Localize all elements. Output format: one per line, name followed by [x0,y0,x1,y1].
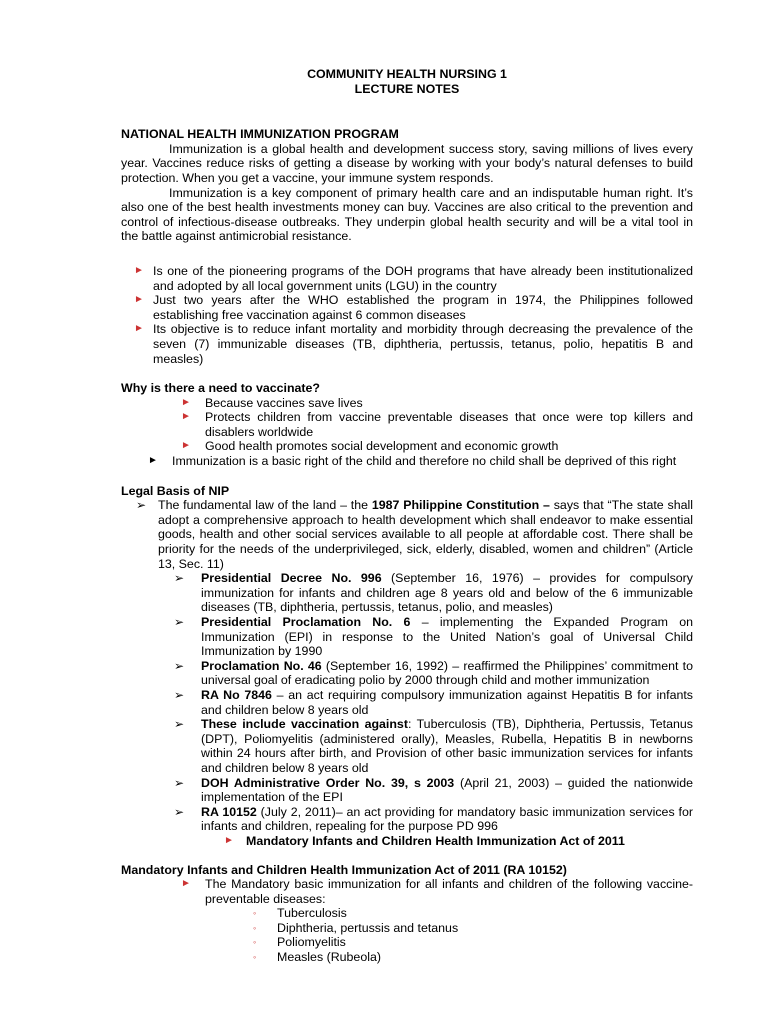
doc-subtitle: LECTURE NOTES [354,81,460,96]
list-item: ► Good health promotes social development and economic growth [181,439,559,454]
list-item: ➢ Proclamation No. 46 (September 16, 1992) – reaffirmed the Philippines’ commitment to universal goal of eradicating polio by 2000 through child and mother immunization [174,658,694,688]
list-item: ➢ Presidential Decree No. 996 (September 16, 1976) – provides for compulsory immunization for infants and children age 8 years old and below of the 6 immunizable diseases (TB, diphtheria, pertussis, tetanus, polio, and measles) [174,571,693,615]
list-item: ◦ Measles (Rubeola) [253,950,381,965]
list-item: ➢ RA 10152 (July 2, 2011)– an act providing for mandatory basic immunization services for infants and children, repealing for the purpose PD 996 [174,804,693,834]
list-item: ► The Mandatory basic immunization for all infants and children of the following vaccine-preventable diseases: [181,877,693,906]
list-item: ➢ DOH Administrative Order No. 39, s 2003 (April 21, 2003) – guided the nationwide implementation of the EPI [174,775,693,805]
list-item: ► Its objective is to reduce infant mortality and morbidity through decreasing the prevalence of the seven (7) immunizable diseases (TB, diphtheria, pertussis, tetanus, polio, hepatitis B and measles) [134,322,693,366]
triangle-bullet-icon: ► [181,411,191,423]
triangle-bullet-icon: ► [181,440,191,452]
list-item: ➢ These include vaccination against: Tuberculosis (TB), Diphtheria, Pertussis, Tetanus (DPT), Poliomyelitis (administered orally), Measles, Rubella, Hepatitis B in newborns within 24 hours after birth, and Provision of other basic immunization services for infants and children below 8 years old [174,717,693,775]
nip-bullet-list [121,264,693,366]
list-item: ◦ Tuberculosis [253,906,347,921]
arrow-bullet-icon: ➢ [174,571,185,586]
list-item: ➢ RA No 7846 – an act requiring compulsory immunization against Hepatitis B for infants and children below 8 years old [174,687,693,717]
triangle-bullet-icon: ► [181,878,191,890]
circle-bullet-icon: ◦ [253,952,257,963]
triangle-bullet-icon: ► [134,294,144,306]
arrow-bullet-icon: ➢ [174,804,185,819]
nip-heading: NATIONAL HEALTH IMMUNIZATION PROGRAM [121,127,399,142]
list-item: ► Because vaccines save lives [181,395,363,410]
arrow-bullet-icon: ➢ [174,775,185,790]
circle-bullet-icon: ◦ [253,937,257,948]
why-bullet-list [121,396,693,469]
legal-heading: Legal Basis of NIP [121,483,230,498]
arrow-bullet-icon: ➢ [136,498,147,513]
arrow-bullet-icon: ➢ [174,615,185,629]
list-item: ➢ The fundamental law of the land – the 1987 Philippine Constitution – says that “The state shall adopt a comprehensive approach to health development which shall endeavor to make essential goods, health and other social services available to all people at affordable cost. There shall be priority for the needs of the underprivileged, sick, elderly, disabled, women and children” (Article 13, Sec. 11) [136,498,693,571]
mandatory-list [121,877,693,965]
why-heading: Why is there a need to vaccinate? [121,381,321,396]
list-item: ► Immunization is a basic right of the child and therefore no child shall be deprived of this right [148,454,677,469]
triangle-bullet-icon: ► [134,264,144,276]
lecture-notes [121,67,693,965]
list-item: ► Is one of the pioneering programs of the DOH programs that have already been institutionalized and adopted by all local government units (LGU) in the country [134,263,693,293]
triangle-bullet-icon: ► [148,455,158,467]
nip-paragraph-1: Immunization is a global health and development success story, saving millions of lives every year. Vaccines reduce risks of getting a disease by working with your body’s natural defenses to build protection. When you get a vaccine, your immune system responds. [121,141,693,185]
list-item: ➢ Presidential Proclamation No. 6 – implementing the Expanded Program on Immunization (EPI) in response to the United Nation’s goal of Universal Child Immunization by 1990 [174,615,693,659]
legal-sublist [121,571,693,848]
triangle-bullet-icon: ► [181,396,191,408]
doc-title: COMMUNITY HEALTH NURSING 1 [307,67,507,81]
triangle-bullet-icon: ► [224,834,234,846]
list-item: ► Protects children from vaccine preventable diseases that once were top killers and disablers worldwide [181,410,693,439]
list-item: ► Just two years after the WHO established the program in 1974, the Philippines followed establishing free vaccination against 6 common diseases [134,293,693,322]
circle-bullet-icon: ◦ [253,908,257,919]
nip-paragraph-2: Immunization is a key component of primary health care and an indisputable human right. It’s also one of the best health investments money can buy. Vaccines are also critical to the prevention and control of infectious-disease outbreaks. They underpin global health security and will be a vital tool in the battle against antimicrobial resistance. [121,185,693,244]
arrow-bullet-icon: ➢ [174,687,185,702]
list-item: ◦ Diphtheria, pertussis and tetanus [253,920,459,935]
triangle-bullet-icon: ► [134,323,144,335]
circle-bullet-icon: ◦ [253,922,257,933]
list-item: ► Mandatory Infants and Children Health Immunization Act of 2011 [224,833,625,848]
mandatory-heading: Mandatory Infants and Children Health Immunization Act of 2011 (RA 10152) [121,862,567,877]
list-item: ◦ Poliomyelitis [253,935,346,950]
legal-list [121,498,693,571]
arrow-bullet-icon: ➢ [174,717,185,732]
arrow-bullet-icon: ➢ [174,658,185,673]
